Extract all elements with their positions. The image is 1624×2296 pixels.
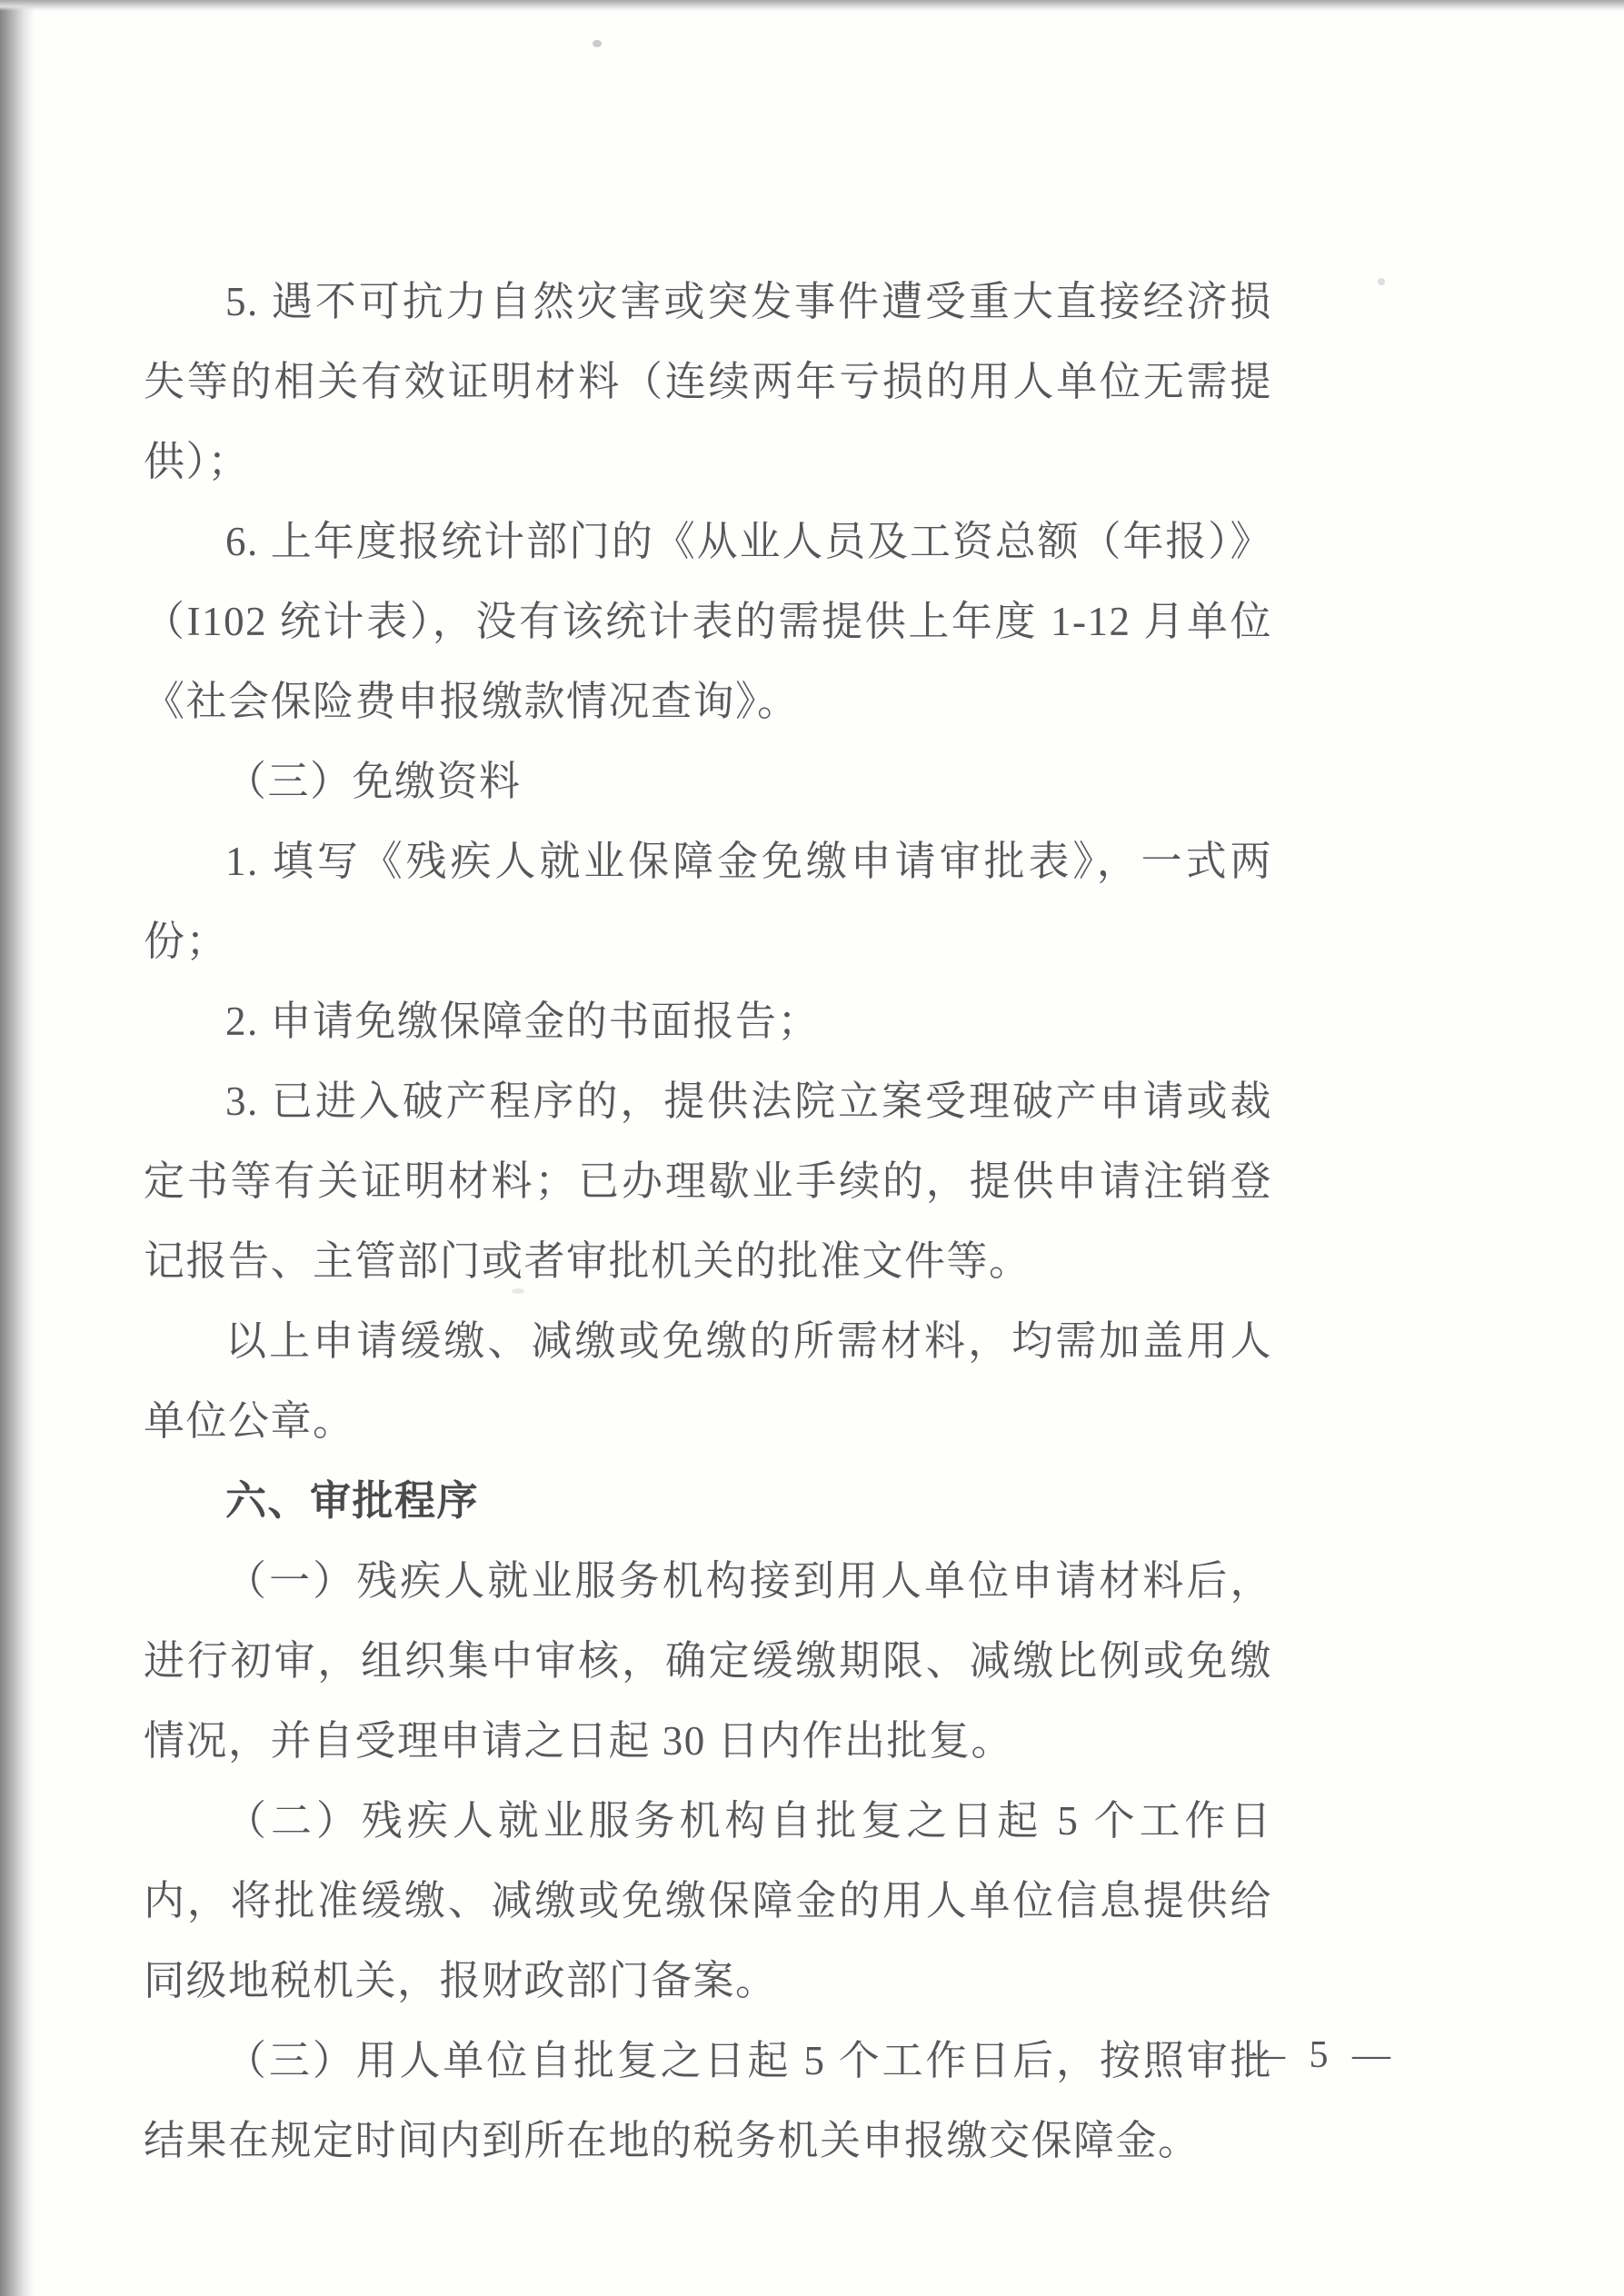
document-body xyxy=(144,262,1272,2181)
paragraph-item-5: 5. 遇不可抗力自然灾害或突发事件遭受重大直接经济损失等的相关有效证明材料（连续两年亏损的用人单位无需提供）； xyxy=(144,279,1272,484)
paragraph-item-6: 6. 上年度报统计部门的《从业人员及工资总额（年报）》（I102 统计表），没有该统计表的需提供上年度 1-12 月单位《社会保险费申报缴款情况查询》。 xyxy=(144,519,1272,724)
paragraph-item-3: 3. 已进入破产程序的，提供法院立案受理破产申请或裁定书等有关证明材料；已办理歇业手续的，提供申请注销登记报告、主管部门或者审批机关的批准文件等。 xyxy=(144,1078,1272,1284)
paragraph-note: 以上申请缓缴、减缴或免缴的所需材料，均需加盖用人单位公章。 xyxy=(144,1318,1272,1444)
paragraph-item-1: 1. 填写《残疾人就业保障金免缴申请审批表》，一式两份； xyxy=(144,839,1272,964)
paragraph-item-2: 2. 申请免缴保障金的书面报告； xyxy=(225,999,821,1044)
scan-edge-left xyxy=(0,0,35,2296)
page-number: — 5 — xyxy=(1247,2034,1398,2076)
scan-artifact xyxy=(1378,278,1385,285)
scan-edge-top xyxy=(0,0,1624,11)
section-heading-approval-procedure: 六、审批程序 xyxy=(225,1477,480,1524)
paragraph-procedure-1: （一）残疾人就业服务机构接到用人单位申请材料后，进行初审，组织集中审核，确定缓缴期限、减缴比例或免缴情况，并自受理申请之日起 30 日内作出批复。 xyxy=(144,1558,1272,1764)
paragraph-procedure-2: （二）残疾人就业服务机构自批复之日起 5 个工作日内，将批准缓缴、减缴或免缴保障金的用人单位信息提供给同级地税机关，报财政部门备案。 xyxy=(144,1798,1272,2003)
paragraph-subsection-3-title: （三）免缴资料 xyxy=(225,759,522,804)
paragraph-procedure-3: （三）用人单位自批复之日起 5 个工作日后，按照审批结果在规定时间内到所在地的税务机关申报缴交保障金。 xyxy=(144,2038,1272,2163)
scan-artifact xyxy=(593,40,602,47)
